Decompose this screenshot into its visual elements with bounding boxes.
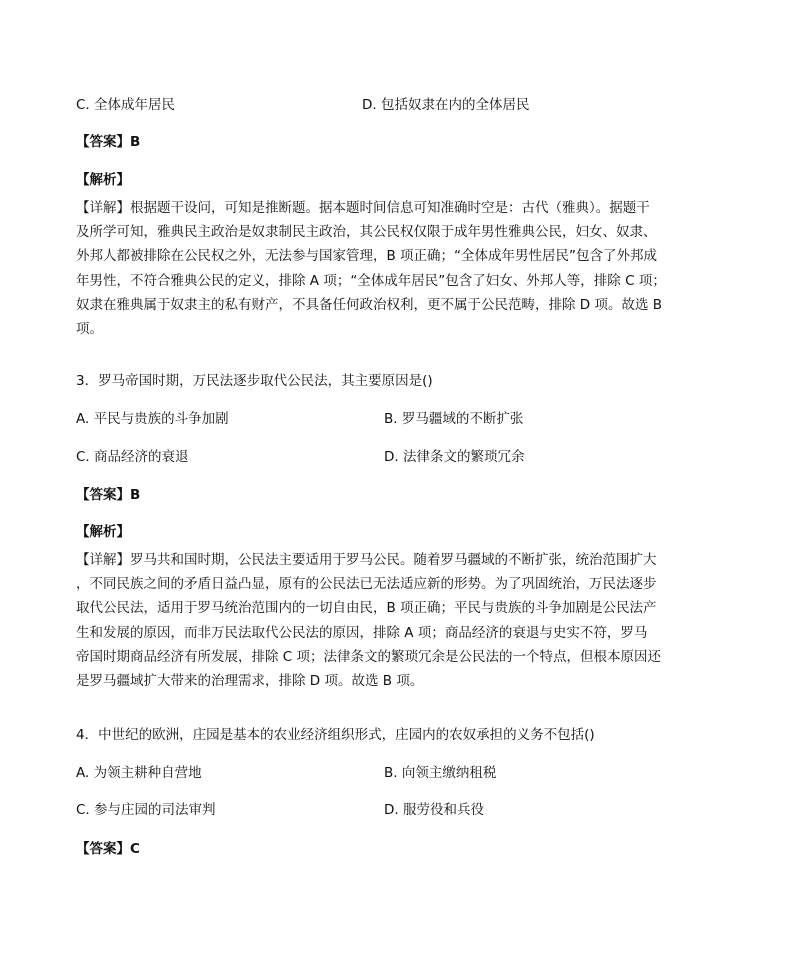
q3-detail-line: 生和发展的原因，而非万民法取代公民法的原因，排除 A 项；商品经济的衰退与史实不符，罗马 xyxy=(76,624,648,641)
q2-option-d: D. 包括奴隶在内的全体居民 xyxy=(362,97,530,113)
q3-detail-line: 【详解】罗马共和国时期，公民法主要适用于罗马公民。随着罗马疆域的不断扩张，统治范围扩大 xyxy=(76,552,657,568)
q2-analysis-label: 【解析】 xyxy=(76,172,130,188)
q2-detail-line: 【详解】根据题干设问，可知是推断题。据本题时间信息可知准确时空是：古代（雅典）。据题干 xyxy=(76,200,650,216)
answer-value: B xyxy=(130,487,141,503)
q4-question: 4．中世纪的欧洲，庄园是基本的农业经济组织形式，庄园内的农奴承担的义务不包括() xyxy=(76,727,595,743)
q4-option-b: B. 向领主缴纳租税 xyxy=(384,765,497,781)
q3-option-c: C. 商品经济的衰退 xyxy=(76,449,189,465)
answer-value: C xyxy=(130,841,140,857)
q2-detail-line: 外邦人都被排除在公民权之外，无法参与国家管理，B 项正确；“全体成年男性居民”包含了外邦成 xyxy=(76,248,658,265)
answer-value: B xyxy=(130,134,141,150)
q4-option-c: C. 参与庄园的司法审判 xyxy=(76,802,216,818)
q3-detail-line: ，不同民族之间的矛盾日益凸显，原有的公民法已无法适应新的形势。为了巩固统治，万民法逐步 xyxy=(76,576,657,593)
q2-detail-line: 项。 xyxy=(76,321,103,338)
answer-label: 【答案】 xyxy=(76,487,130,503)
q2-answer xyxy=(76,133,140,151)
answer-label: 【答案】 xyxy=(76,134,130,150)
q3-detail-line: 取代公民法，适用于罗马统治范围内的一切自由民，B 项正确；平民与贵族的斗争加剧是公民法产 xyxy=(76,600,657,617)
q2-detail-line: 年男性，不符合雅典公民的定义，排除 A 项；“全体成年居民”包含了妇女、外邦人等，排除 C 项； xyxy=(76,272,666,289)
q2-detail-line: 奴隶在雅典属于奴隶主的私有财产，不具备任何政治权利，更不属于公民范畴，排除 D 项。故选 B xyxy=(76,296,663,313)
q4-option-a: A. 为领主耕种自营地 xyxy=(76,765,202,781)
q2-option-c: C. 全体成年居民 xyxy=(76,97,176,113)
q2-detail-line: 及所学可知，雅典民主政治是奴隶制民主政治，其公民权仅限于成年男性雅典公民，妇女、奴隶、 xyxy=(76,224,657,241)
q3-detail-line: 是罗马疆域扩大带来的治理需求，排除 D 项。故选 B 项。 xyxy=(76,673,424,690)
q3-question: 3．罗马帝国时期，万民法逐步取代公民法，其主要原因是() xyxy=(76,373,433,389)
q3-option-b: B. 罗马疆域的不断扩张 xyxy=(384,411,524,427)
q3-detail-line: 帝国时期商品经济有所发展，排除 C 项；法律条文的繁琐冗余是公民法的一个特点，但根本原因还 xyxy=(76,648,662,665)
q2-detail xyxy=(76,196,724,341)
q4-option-d: D. 服劳役和兵役 xyxy=(384,802,484,818)
q3-answer xyxy=(76,486,140,504)
answer-label: 【答案】 xyxy=(76,841,130,857)
q4-answer xyxy=(76,840,140,858)
q3-option-a: A. 平民与贵族的斗争加剧 xyxy=(76,411,229,427)
q3-detail xyxy=(76,548,724,693)
q3-option-d: D. 法律条文的繁琐冗余 xyxy=(384,449,525,465)
q3-analysis-label: 【解析】 xyxy=(76,524,130,540)
